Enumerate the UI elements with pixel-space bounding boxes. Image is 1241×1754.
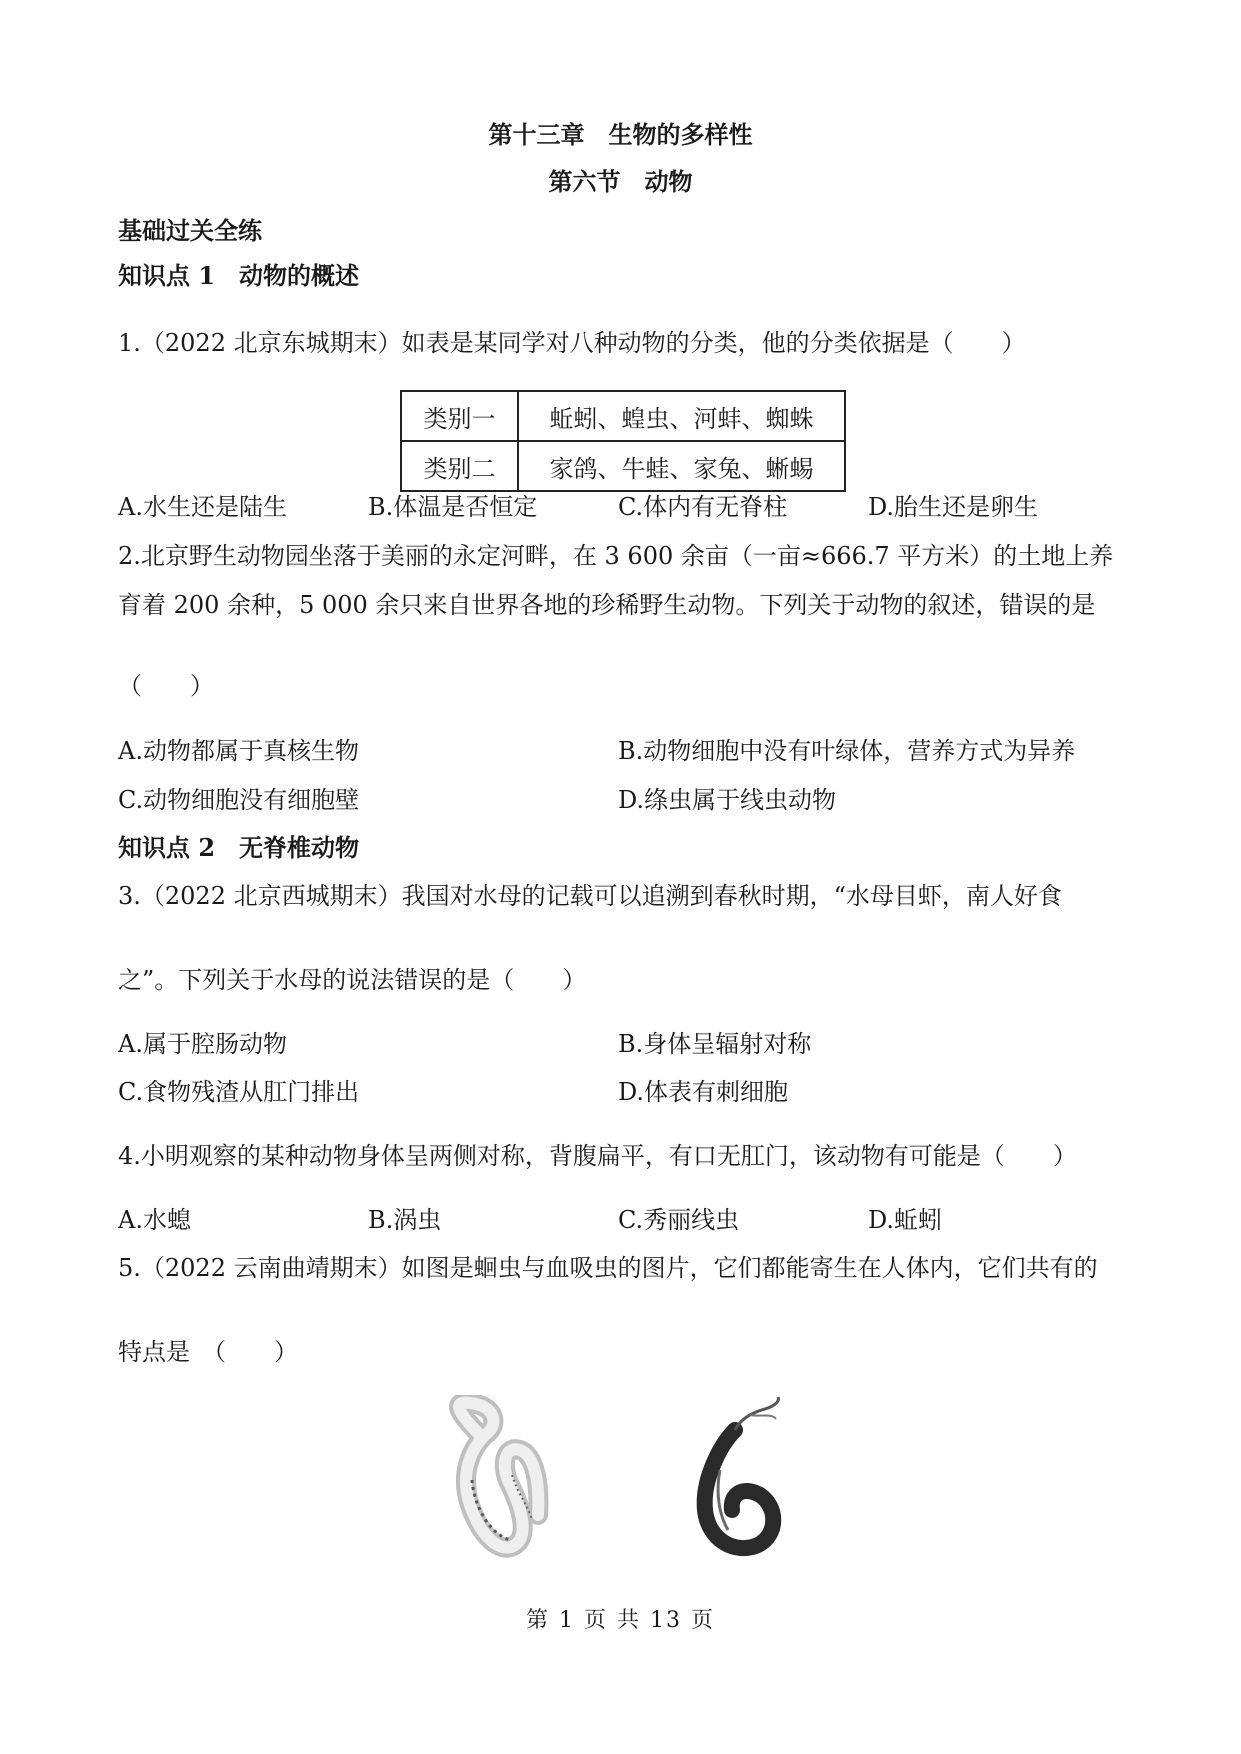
table-row bbox=[401, 441, 845, 491]
q2-option-d: D.绦虫属于线虫动物 bbox=[618, 786, 837, 814]
part-title: 基础过关全练 bbox=[118, 216, 262, 245]
q4-option-d: D.蚯蚓 bbox=[868, 1206, 943, 1234]
chapter-title: 第十三章 生物的多样性 bbox=[488, 120, 753, 149]
question-2-stem-line-2: 育着 200 余种，5 000 余只来自世界各地的珍稀野生动物。下列关于动物的叙述，错误的是 bbox=[118, 591, 1096, 619]
question-2-stem-line-3: （ ） bbox=[118, 672, 214, 700]
question-3-stem-line-1: 3.（2022 北京西城期末）我国对水母的记载可以追溯到春秋时期，“水母目虾，南人好食 bbox=[118, 882, 1062, 910]
table-cell-animals: 家鸽、牛蛙、家兔、蜥蜴 bbox=[518, 441, 845, 491]
question-2-stem-line-1: 2.北京野生动物园坐落于美丽的永定河畔，在 3 600 余亩（一亩≈666.7 平方米）的土地上养 bbox=[118, 542, 1114, 570]
q3-option-a: A.属于腔肠动物 bbox=[118, 1030, 287, 1058]
q3-option-b: B.身体呈辐射对称 bbox=[618, 1030, 812, 1058]
q2-option-c: C.动物细胞没有细胞壁 bbox=[118, 786, 360, 814]
q1-option-d: D.胎生还是卵生 bbox=[868, 493, 1039, 521]
q1-option-a: A.水生还是陆生 bbox=[118, 493, 287, 521]
q1-option-b: B.体温是否恒定 bbox=[368, 493, 538, 521]
q2-option-a: A.动物都属于真核生物 bbox=[118, 737, 359, 765]
question-3-stem-line-2: 之”。下列关于水母的说法错误的是（ ） bbox=[118, 966, 587, 994]
question-5-stem-line-1: 5.（2022 云南曲靖期末）如图是蛔虫与血吸虫的图片，它们都能寄生在人体内，它们共有的 bbox=[118, 1254, 1098, 1282]
q2-option-b: B.动物细胞中没有叶绿体，营养方式为异养 bbox=[618, 737, 1076, 765]
q3-option-c: C.食物残渣从肛门排出 bbox=[118, 1078, 360, 1106]
knowledge-point-2: 知识点 2 无脊椎动物 bbox=[118, 833, 360, 862]
q1-option-c: C.体内有无脊柱 bbox=[618, 493, 788, 521]
q4-option-c: C.秀丽线虫 bbox=[618, 1206, 740, 1234]
question-1-stem: 1.（2022 北京东城期末）如表是某同学对八种动物的分类，他的分类依据是（ ） bbox=[118, 329, 1026, 357]
blood-fluke-illustration bbox=[680, 1395, 810, 1565]
table-cell-animals: 蚯蚓、蝗虫、河蚌、蜘蛛 bbox=[518, 391, 845, 441]
knowledge-point-1: 知识点 1 动物的概述 bbox=[118, 261, 360, 290]
q3-option-d: D.体表有刺细胞 bbox=[618, 1078, 789, 1106]
q4-option-a: A.水螅 bbox=[118, 1206, 191, 1234]
section-title: 第六节 动物 bbox=[548, 167, 693, 196]
q4-option-b: B.涡虫 bbox=[368, 1206, 442, 1234]
question-4-stem: 4.小明观察的某种动物身体呈两侧对称，背腹扁平，有口无肛门，该动物有可能是（ ） bbox=[118, 1142, 1077, 1170]
classification-table bbox=[400, 390, 846, 492]
question-5-stem-line-2: 特点是 （ ） bbox=[118, 1338, 298, 1366]
table-cell-category: 类别二 bbox=[401, 441, 518, 491]
page-footer: 第 1 页 共 13 页 bbox=[526, 1608, 715, 1633]
table-cell-category: 类别一 bbox=[401, 391, 518, 441]
table-row bbox=[401, 391, 845, 441]
roundworm-illustration bbox=[440, 1395, 560, 1565]
